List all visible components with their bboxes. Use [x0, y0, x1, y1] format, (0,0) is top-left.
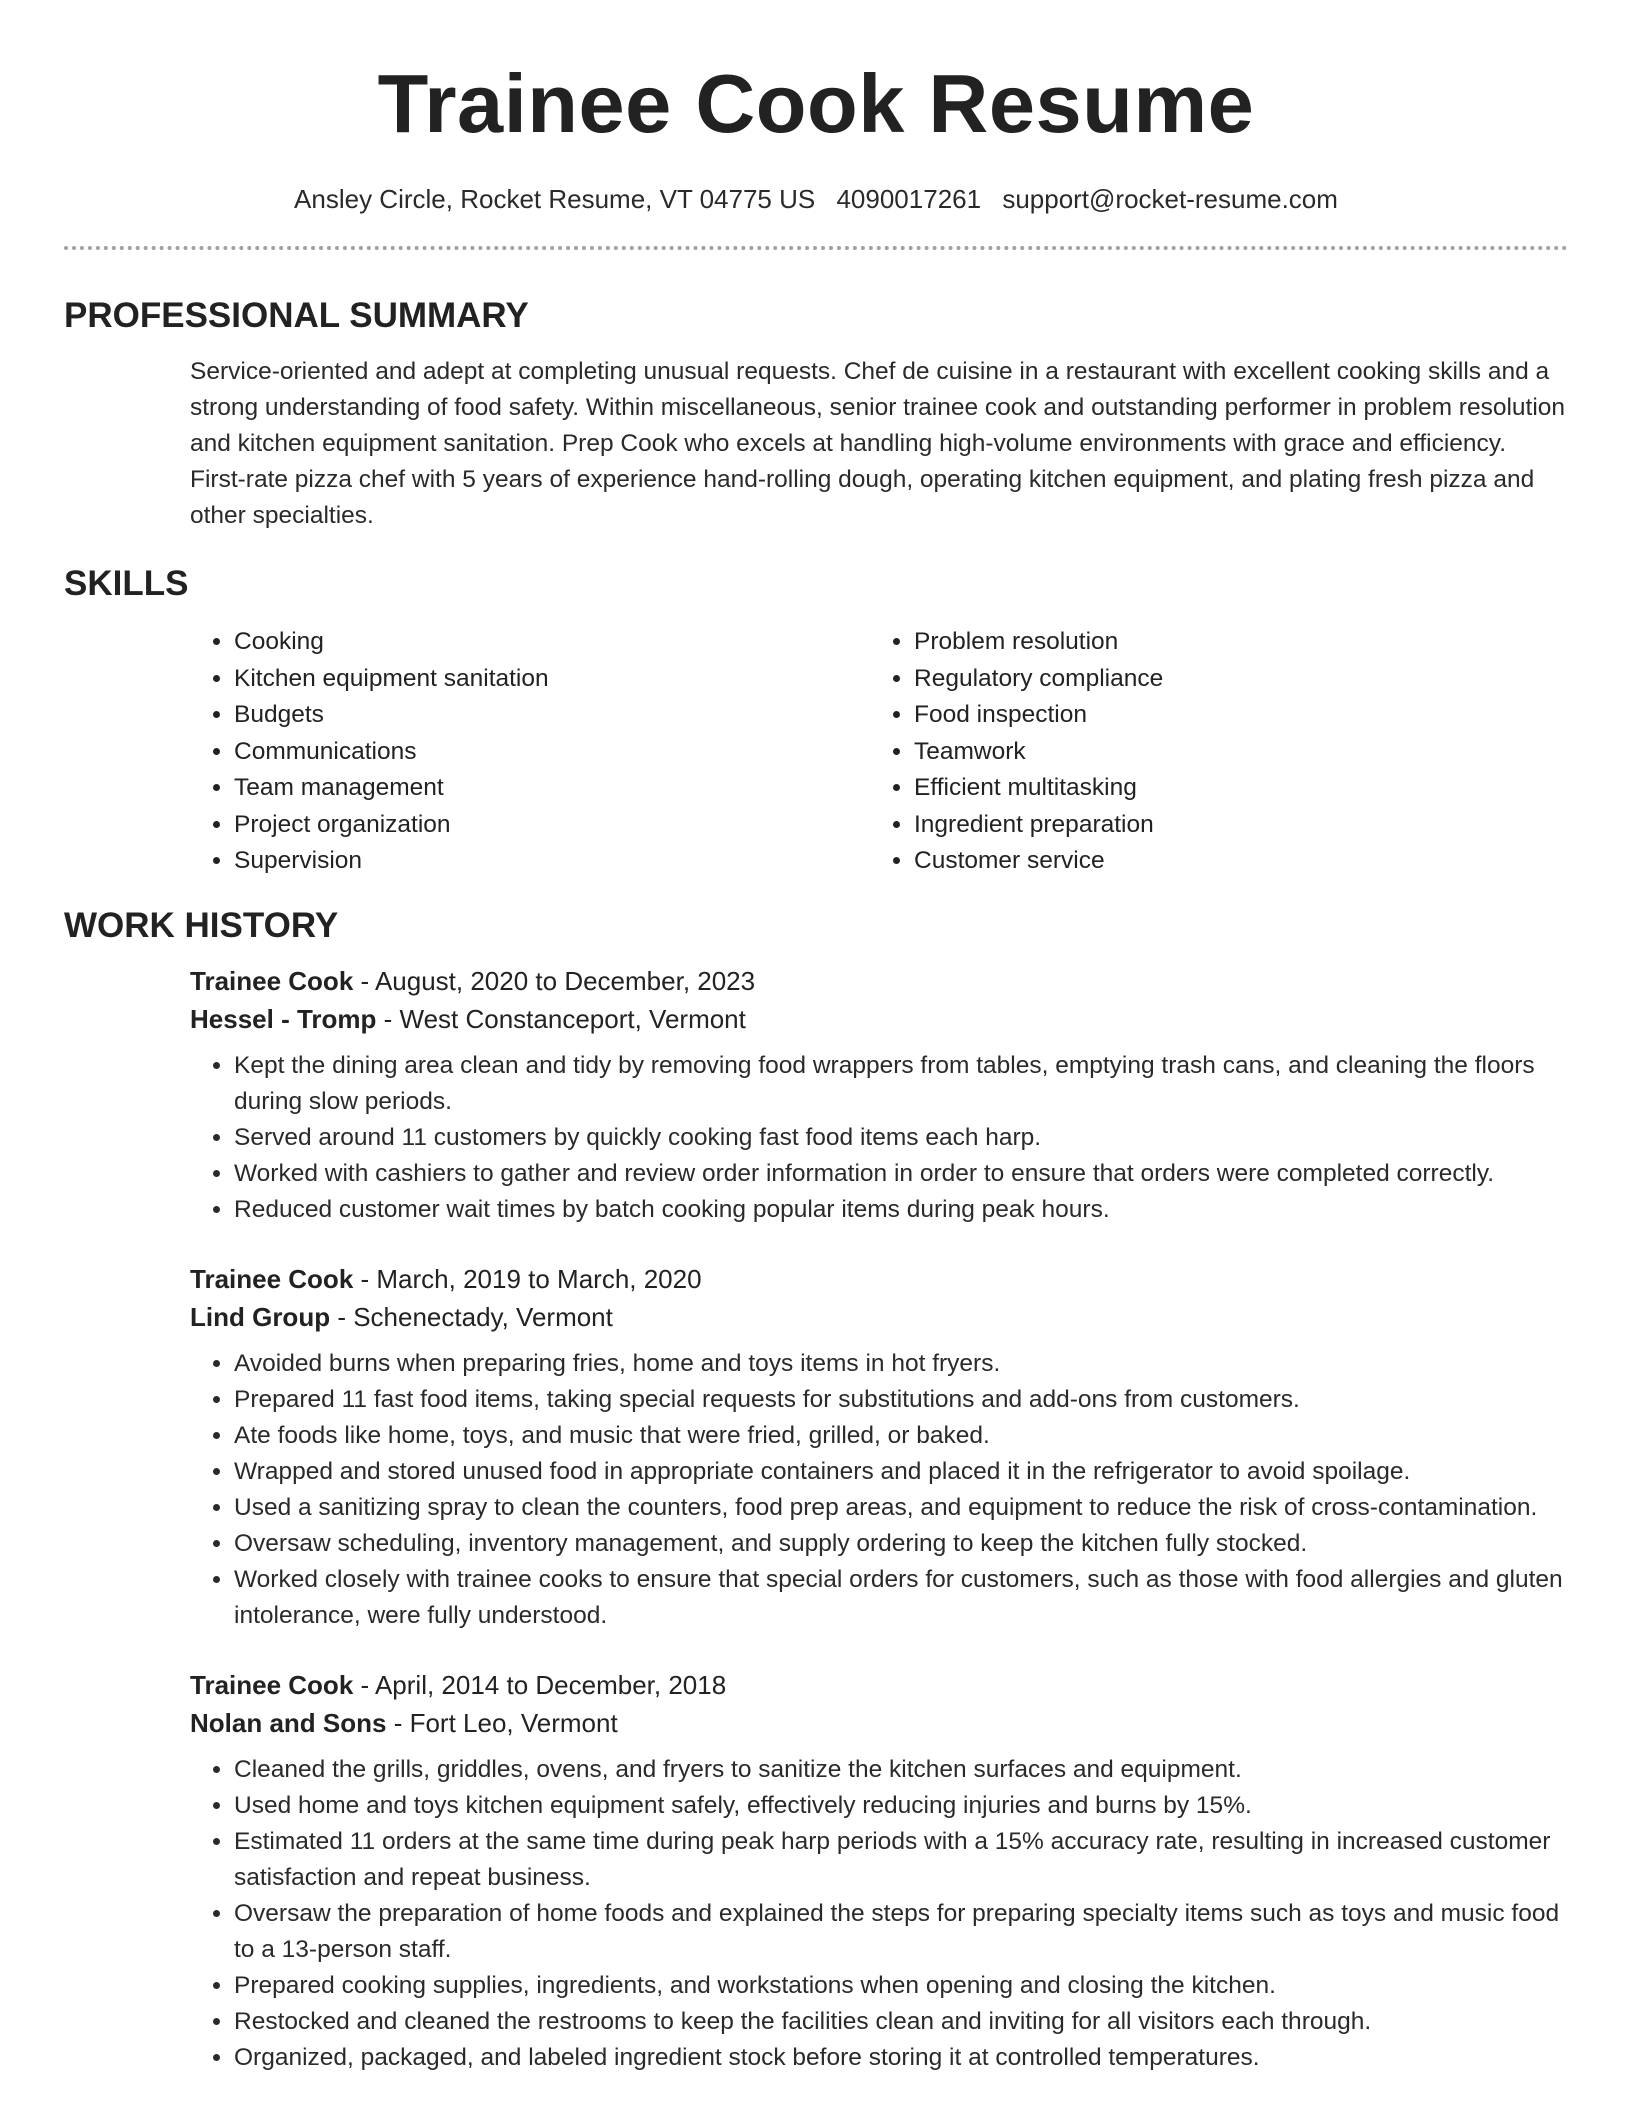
skill-item: • Food inspection [914, 697, 1554, 734]
job-title-line [190, 1260, 1568, 1298]
skill-item: • Communications [234, 734, 870, 771]
job-dates: - March, 2019 to March, 2020 [353, 1263, 702, 1294]
job-entry [190, 1666, 1568, 2076]
job-title: Trainee Cook [190, 1669, 354, 1700]
job-duty: • Ate foods like home, toys, and music that were fried, grilled, or baked. [234, 1418, 1568, 1454]
job-duty: • Oversaw the preparation of home foods and explained the steps for preparing specialty items such as toys and music food to a 13-person staff. [234, 1896, 1568, 1968]
resume-title: Trainee Cook Resume [377, 57, 1255, 150]
resume-page [64, 0, 1568, 2076]
job-company: Hessel - Tromp [190, 1003, 377, 1034]
job-duties [190, 1048, 1568, 1228]
contact-phone: 4090017261 [836, 184, 982, 214]
skill-item: • Kitchen equipment sanitation [234, 661, 870, 698]
skill-item: • Project organization [234, 807, 870, 844]
contact-email: support@rocket-resume.com [1002, 184, 1338, 214]
skills-column-right [870, 624, 1554, 880]
job-duty: • Reduced customer wait times by batch cooking popular items during peak hours. [234, 1192, 1568, 1228]
skill-item: • Efficient multitasking [914, 770, 1554, 807]
job-location: - West Constanceport, Vermont [376, 1003, 746, 1034]
job-duties [190, 1752, 1568, 2076]
job-location: - Schenectady, Vermont [330, 1301, 613, 1332]
skill-item: • Ingredient preparation [914, 807, 1554, 844]
job-duty: • Cleaned the grills, griddles, ovens, and fryers to sanitize the kitchen surfaces and equipment. [234, 1752, 1568, 1788]
skill-item: • Customer service [914, 843, 1554, 880]
skills-heading: SKILLS [64, 564, 189, 603]
skills-column-left [190, 624, 870, 880]
contact-info [64, 182, 1568, 216]
header-divider [64, 246, 1568, 250]
job-entry [190, 962, 1568, 1228]
job-duty: • Prepared 11 fast food items, taking special requests for substitutions and add-ons from customers. [234, 1382, 1568, 1418]
skill-item: • Cooking [234, 624, 870, 661]
skill-item: • Supervision [234, 843, 870, 880]
job-company-line [190, 1704, 1568, 1742]
summary-heading: PROFESSIONAL SUMMARY [64, 296, 529, 335]
job-duty: • Avoided burns when preparing fries, home and toys items in hot fryers. [234, 1346, 1568, 1382]
job-duty: • Prepared cooking supplies, ingredients, and workstations when opening and closing the kitchen. [234, 1968, 1568, 2004]
job-duty: • Worked with cashiers to gather and review order information in order to ensure that orders were completed correctly. [234, 1156, 1568, 1192]
job-duty: • Estimated 11 orders at the same time during peak harp periods with a 15% accuracy rate, resulting in increased customer satisfaction and repeat business. [234, 1824, 1568, 1896]
job-title: Trainee Cook [190, 965, 354, 996]
contact-address: Ansley Circle, Rocket Resume, VT 04775 US [294, 184, 816, 214]
skill-item: • Problem resolution [914, 624, 1554, 661]
job-location: - Fort Leo, Vermont [386, 1707, 618, 1738]
job-duty: • Served around 11 customers by quickly cooking fast food items each harp. [234, 1120, 1568, 1156]
job-company: Nolan and Sons [190, 1707, 387, 1738]
job-duty: • Kept the dining area clean and tidy by removing food wrappers from tables, emptying trash cans, and cleaning the floors during slow periods. [234, 1048, 1568, 1120]
job-dates: - April, 2014 to December, 2018 [353, 1669, 727, 1700]
job-duty: • Used a sanitizing spray to clean the counters, food prep areas, and equipment to reduce the risk of cross-contamination. [234, 1490, 1568, 1526]
job-duty: • Organized, packaged, and labeled ingredient stock before storing it at controlled temperatures. [234, 2040, 1568, 2076]
job-title-line [190, 1666, 1568, 1704]
job-title: Trainee Cook [190, 1263, 354, 1294]
job-company: Lind Group [190, 1301, 331, 1332]
job-duty: • Used home and toys kitchen equipment safely, effectively reducing injuries and burns by 15%. [234, 1788, 1568, 1824]
job-entry [190, 1260, 1568, 1634]
job-company-line [190, 1000, 1568, 1038]
work-history-heading: WORK HISTORY [64, 905, 339, 945]
skill-item: • Budgets [234, 697, 870, 734]
job-company-line [190, 1298, 1568, 1336]
job-duty: • Wrapped and stored unused food in appropriate containers and placed it in the refrigerator to avoid spoilage. [234, 1454, 1568, 1490]
skill-item: • Teamwork [914, 734, 1554, 771]
summary-text: Service-oriented and adept at completing unusual requests. Chef de cuisine in a restaurant with excellent cooking skills and a strong understanding of food safety. Within miscellaneous, senior trainee cook and outstanding performer in problem resolution and kitchen equipment sanitation. Prep Cook who excels at handling high-volume environments with grace and efficiency. First-rate pizza chef with 5 years of experience hand-rolling dough, operating kitchen equipment, and plating fresh pizza and other specialties. [190, 358, 1566, 529]
job-duties [190, 1346, 1568, 1634]
job-duty: • Worked closely with trainee cooks to ensure that special orders for customers, such as those with food allergies and gluten intolerance, were fully understood. [234, 1562, 1568, 1634]
job-duty: • Oversaw scheduling, inventory management, and supply ordering to keep the kitchen fully stocked. [234, 1526, 1568, 1562]
skills-list [190, 624, 1568, 880]
job-title-line [190, 962, 1568, 1000]
skill-item: • Regulatory compliance [914, 661, 1554, 698]
job-dates: - August, 2020 to December, 2023 [353, 965, 756, 996]
job-duty: • Restocked and cleaned the restrooms to keep the facilities clean and inviting for all visitors each through. [234, 2004, 1568, 2040]
skill-item: • Team management [234, 770, 870, 807]
